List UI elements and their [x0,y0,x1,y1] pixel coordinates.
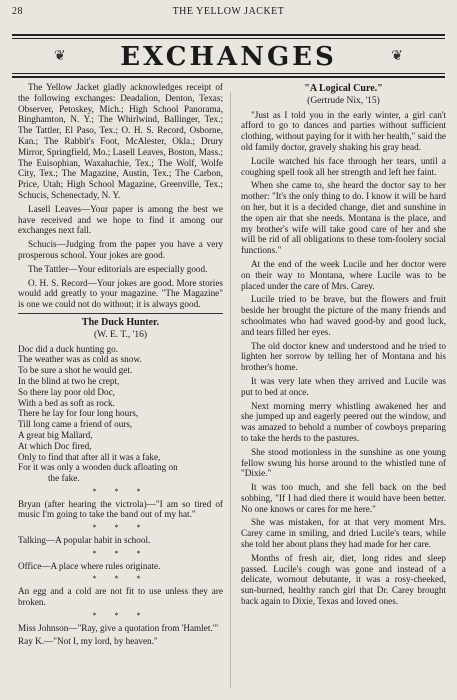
separator-stars: * * * [92,610,149,620]
poem-line: To be sure a shot he would get. [18,365,133,376]
story-paragraph: Lucile watched his face through her tears, until a coughing spell took all her strength and left her faint. [241,155,446,177]
review-schucis: Schucis—Judging from the paper you have a very prosperous school. Your jokes are good. [18,239,223,260]
poem-line: For it was only a wooden duck afloating on [18,462,178,473]
joke-item: Talking—A popular habit in school. [18,535,151,546]
right-ornament-icon: ❦ [391,49,403,64]
story-paragraph: When she came to, she heard the doctor say to her mother: "It's the only thing to do. I know it will be hard on her, but it is a decided change, diet and sunshine in the open air that she needs. Montana is the place, and my brother's wife will take good care of her and she will be rid of all obligations to these tom-foolery social functions." [241,180,446,256]
joke-item: Office—A place where rules originate. [18,560,161,571]
separator-stars: * * * [92,574,149,584]
running-head [8,4,449,18]
joke-item: An egg and a cold are not fit to use unless they are broken. [18,586,223,608]
review-tattler: The Tattler—Your editorials are especially good. [28,263,208,274]
poem-line: In the blind at two he crept, [18,375,120,386]
poem-line: Only to find that after all it was a fake, [18,451,161,462]
poem-line: Till long came a friend of ours, [18,419,133,430]
section-banner [12,34,445,78]
poem-line: The weather was as cold as snow. [18,354,142,365]
joke-item: Ray K.—"Not I, my lord, by heaven." [18,636,158,647]
poem-line: Doc did a duck hunting go. [18,343,119,354]
poem-title: The Duck Hunter. [81,316,160,328]
separator-stars: * * * [92,486,149,496]
review-lasell-leaves: Lasell Leaves—Your paper is among the best we have received and we hope to find it among our exchanges next fall. [18,203,223,236]
story-title: "A Logical Cure." [304,83,383,94]
right-column [241,82,446,692]
joke-item: Miss Johnson—"Ray, give a quotation from 'Hamlet.'" [18,622,219,633]
poem-line: At which Doc fired, [18,440,92,451]
story-byline: (Gertrude Nix, '15) [307,95,380,106]
story-paragraph: "Just as I told you in the early winter, a girl can't afford to go to dances and parties without sufficient clothing, without paying for it with her health," said the old family doctor, gravely shaking his gray head. [241,109,446,152]
poem-byline: (W. E. T., '16) [94,329,147,340]
section-title: EXCHANGES [120,42,337,72]
story-paragraph: She stood motionless in the sunshine as one young fellow swung his horse around to the whistled tune of "Dixie." [241,446,446,479]
separator-stars: * * * [92,548,149,558]
publication-title: THE YELLOW JACKET [172,6,285,17]
story-paragraph: Lucile tried to be brave, but the flowers and fruit beside her brought the picture of the many friends and schoolmates who had waved good-by and good luck, and tears filled her eyes. [241,294,446,337]
joke-item: Bryan (after hearing the victrola)—"I am so tired of music I'm going to take the band out of my hat." [18,498,223,520]
story-paragraph: Next morning merry whistling awakened her and she jumped up and eagerly peered out the window, and was amazed to behold a number of cowboys preparing to take the herds to the pastures. [241,400,446,443]
story-paragraph: The old doctor knew and understood and he tried to lighten her sorrow by telling her of Montana and his brother's home. [241,340,446,373]
exchanges-intro: The Yellow Jacket gladly acknowledges receipt of the following exchanges: Deadalion, Denton, Texas; Observer, Petoskey, Mich.; High School Panorama, Binghamton, N. Y.; The Whirlwind, Ballinger, Tex.; The Tattler, El Paso, Tex.; O. H. S. Record, Osborne, Kan.; The Rabbit's Foot, McAlester, Okla.; Drury Mirror, Springfield, Mo.; Lasell Leaves, Boston, Mass.; The Euisophian, Waxahachie, Tex.; The Wolf, Wolfe City, Tex.; The Magazine, Austin, Tex.; The Carbon, Price, Utah; High School Magazine, Greenville, Tex.; Schucis, Schenectady, N. Y. [18,82,223,200]
review-ohs-record: O. H. S. Record—Your jokes are good. More stories would add greatly to your magazine. "The Magazine" is one we could not do without; it is always good. [18,277,223,310]
poem-line: There he lay for four long hours, [18,408,139,419]
page-number: 28 [12,6,23,17]
poem-line: So there lay poor old Doc, [18,386,115,397]
story-paragraph: It was too much, and she fell back on the bed sobbing, "If I had died there it would have been better. No one knows or cares for me here." [241,482,446,514]
section-rule [18,313,223,314]
banner-frame [12,38,445,74]
poem-line: With a bed as soft as rock. [18,397,115,408]
story-paragraph: She was mistaken, for at that very moment Mrs. Carey came in smiling, and dried Lucile's tears, while she told her about plans they had made for her care. [241,517,446,550]
story-paragraph: At the end of the week Lucile and her doctor were on their way to Montana, where Lucile was to be placed under the care of Mrs. Carey. [241,258,446,291]
poem-line: the fake. [48,473,80,484]
story-paragraph: It was very late when they arrived and Lucile was put to bed at once. [241,375,446,397]
column-divider [230,92,231,688]
poem-line: A great big Mallard, [18,429,93,440]
separator-stars: * * * [92,523,149,533]
left-ornament-icon: ❦ [54,49,66,64]
poem-body [18,344,223,484]
left-column [18,82,223,692]
story-paragraph: Months of fresh air, diet, long rides and sleep passed. Lucile's cough was gone and instead of a delicate, wornout debutante, it was a rosy-cheeked, sun-burned, healthy ranch girl that Dr. Carey brought back again to Dixie, Texas and loved ones. [241,552,446,607]
